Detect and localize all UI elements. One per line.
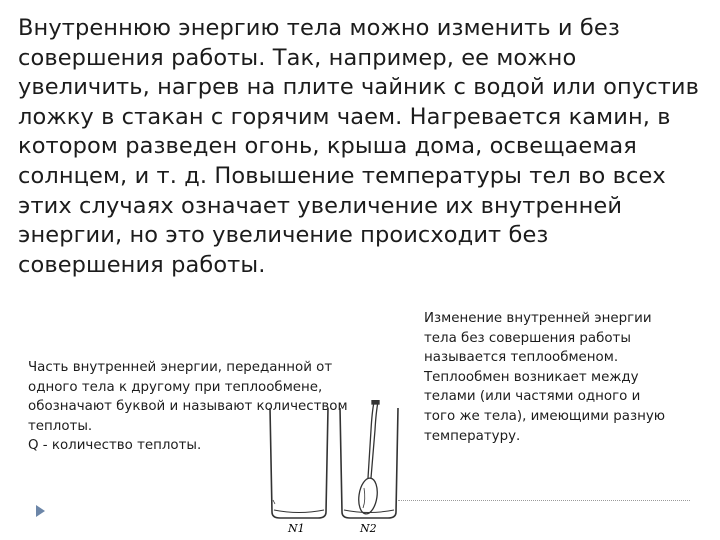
note-line: того же тела), имеющими разную <box>424 408 666 424</box>
note-line: телами (или частями одного и <box>424 389 641 405</box>
main-line: котором разведен огонь, крыша дома, освещаемая <box>18 133 637 160</box>
dotted-divider <box>398 500 690 501</box>
spoon-icon <box>357 400 380 515</box>
main-line: совершения работы. <box>18 251 266 278</box>
main-paragraph <box>18 14 708 280</box>
main-line: энергии, но это увеличение происходит без <box>18 222 549 249</box>
glasses-illustration <box>260 400 410 535</box>
note-line: называется теплообменом. <box>424 350 619 366</box>
note-line: обозначают буквой и называют количеством <box>28 399 348 415</box>
main-line: увеличить, нагрев на плите чайник с водой или опустив <box>18 74 699 101</box>
glasses-drawing <box>260 400 410 535</box>
note-line: Q - количество теплоты. <box>28 438 202 454</box>
main-line: ложку в стакан с горячим чаем. Нагревается камин, в <box>18 103 671 130</box>
note-line: тела без совершения работы <box>424 330 631 346</box>
glass-1-label: N1 <box>288 522 305 535</box>
note-line: одного тела к другому при теплообмене, <box>28 379 323 395</box>
main-line: совершения работы. Так, например, ее можно <box>18 44 577 71</box>
glass-1-icon <box>270 408 328 518</box>
note-line: Изменение внутренней энергии <box>424 311 652 326</box>
note-line: теплоты. <box>28 418 93 434</box>
triangle-bullet-icon <box>36 505 45 517</box>
main-line: этих случаях означает увеличение их внутренней <box>18 192 623 219</box>
definition-note <box>424 309 716 446</box>
glass-2-label: N2 <box>360 522 377 535</box>
main-line: Внутреннюю энергию тела можно изменить и без <box>18 15 620 41</box>
main-line: солнцем, и т. д. Повышение температуры тел во всех <box>18 162 666 189</box>
note-line: Теплообмен возникает между <box>424 369 639 385</box>
note-line: температуру. <box>424 428 521 444</box>
note-line: Часть внутренней энергии, переданной от <box>28 360 333 375</box>
